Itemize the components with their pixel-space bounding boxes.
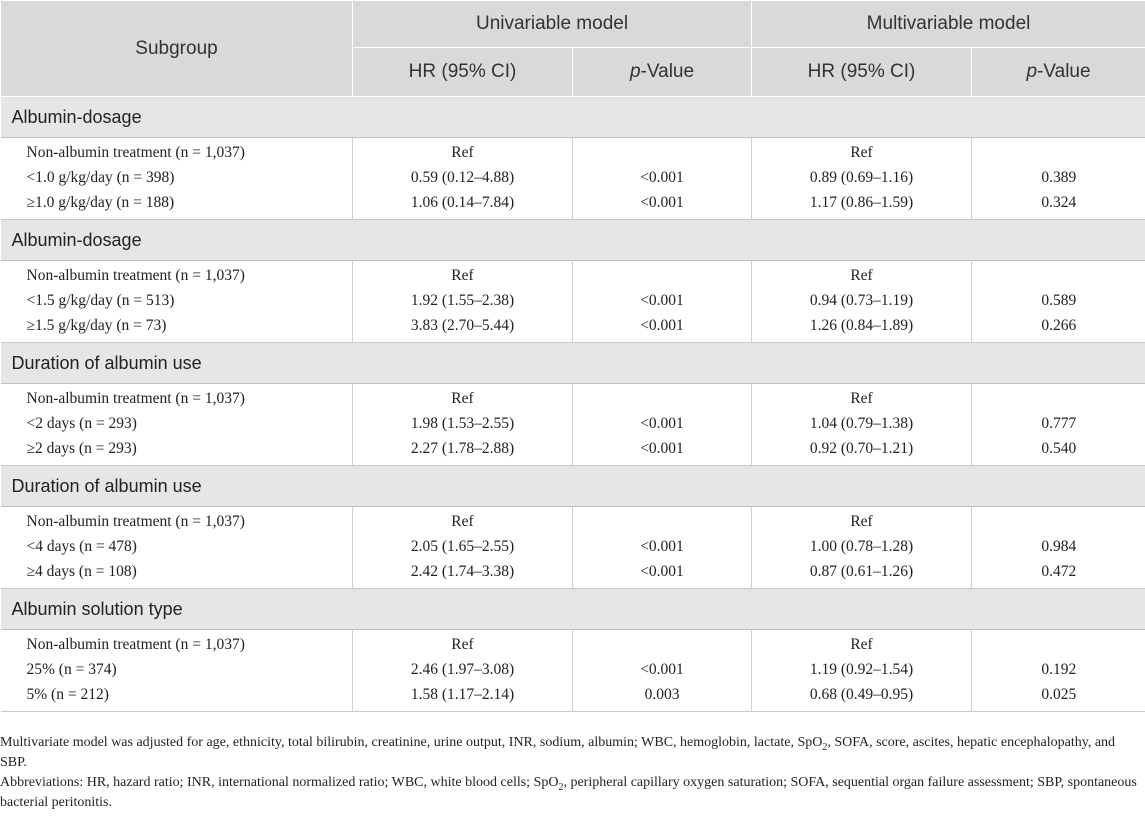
uni-hr-cell: 3.83 (2.70–5.44) (353, 313, 573, 343)
section-albumin-dosage-1 (1, 97, 1145, 138)
multi-hr-cell: 0.68 (0.49–0.95) (752, 682, 972, 712)
row-label: ≥4 days (n = 108) (1, 559, 353, 589)
table-row (1, 534, 1145, 559)
table-row (1, 559, 1145, 589)
p-italic: p (1026, 61, 1038, 82)
multi-hr-cell: 0.89 (0.69–1.16) (752, 165, 972, 190)
uni-hr-cell: Ref (353, 630, 573, 658)
multi-hr-cell: Ref (752, 138, 972, 166)
multi-p-cell: 0.984 (972, 534, 1145, 559)
section-duration-2 (1, 466, 1145, 507)
table-row (1, 288, 1145, 313)
footnote-text: , SOFA, score, ascites, hepatic encephalopathy, and SBP. (0, 735, 1116, 770)
uni-hr-cell: 1.06 (0.14–7.84) (353, 190, 573, 220)
footnote-text: Abbreviations: HR, hazard ratio; INR, international normalized ratio; WBC, white blood cells; SpO (0, 775, 559, 790)
multi-p-cell: 0.389 (972, 165, 1145, 190)
table-row (1, 411, 1145, 436)
footnote-adjustment (0, 733, 1140, 773)
row-label: 5% (n = 212) (1, 682, 353, 712)
row-label: Non-albumin treatment (n = 1,037) (1, 261, 353, 289)
subgroup-header: Subgroup (1, 1, 353, 97)
multi-p-cell (972, 261, 1145, 289)
multi-hr-cell: Ref (752, 630, 972, 658)
uni-p-cell: <0.001 (573, 190, 752, 220)
row-label: 25% (n = 374) (1, 657, 353, 682)
footnote-text: Multivariate model was adjusted for age, ethnicity, total bilirubin, creatinine, urine output, INR, sodium, albumin; WBC, hemoglobin, lactate, SpO (0, 735, 823, 750)
multi-hr-cell: Ref (752, 507, 972, 535)
footnote-text: , peripheral capillary oxygen saturation; SOFA, sequential organ failure assessment; SBP, spontaneous bacterial peritonitis. (0, 775, 1137, 810)
row-label: Non-albumin treatment (n = 1,037) (1, 507, 353, 535)
row-label: Non-albumin treatment (n = 1,037) (1, 384, 353, 412)
multi-hr-cell: 0.92 (0.70–1.21) (752, 436, 972, 466)
uni-p-cell: <0.001 (573, 436, 752, 466)
multi-p-cell: 0.266 (972, 313, 1145, 343)
row-label: <2 days (n = 293) (1, 411, 353, 436)
multi-hr-cell: 0.94 (0.73–1.19) (752, 288, 972, 313)
p-rest: -Value (640, 61, 695, 82)
p-rest: -Value (1037, 61, 1091, 82)
section-albumin-dosage-2 (1, 220, 1145, 261)
uni-hr-cell: Ref (353, 384, 573, 412)
table-row (1, 682, 1145, 712)
uni-hr-cell: 2.46 (1.97–3.08) (353, 657, 573, 682)
multi-hr-cell: 1.04 (0.79–1.38) (752, 411, 972, 436)
multi-hr-header: HR (95% CI) (752, 48, 972, 97)
uni-hr-cell: Ref (353, 261, 573, 289)
multi-p-cell (972, 630, 1145, 658)
multi-p-cell (972, 138, 1145, 166)
table-row (1, 630, 1145, 658)
table-row (1, 507, 1145, 535)
uni-p-cell: <0.001 (573, 534, 752, 559)
section-rows (1, 630, 1145, 712)
uni-p-cell: <0.001 (573, 288, 752, 313)
uni-p-cell: <0.001 (573, 313, 752, 343)
multi-hr-cell: 0.87 (0.61–1.26) (752, 559, 972, 589)
row-label: ≥1.5 g/kg/day (n = 73) (1, 313, 353, 343)
table-row (1, 165, 1145, 190)
uni-hr-header: HR (95% CI) (353, 48, 573, 97)
uni-p-cell (573, 261, 752, 289)
uni-p-cell: <0.001 (573, 559, 752, 589)
uni-p-cell: <0.001 (573, 165, 752, 190)
uni-p-cell: 0.003 (573, 682, 752, 712)
multi-hr-cell: 1.00 (0.78–1.28) (752, 534, 972, 559)
uni-p-cell: <0.001 (573, 411, 752, 436)
section-title: Duration of albumin use (1, 466, 1145, 507)
section-duration-1 (1, 343, 1145, 384)
section-rows (1, 138, 1145, 220)
table-row (1, 138, 1145, 166)
p-italic: p (629, 61, 641, 82)
uni-hr-cell: Ref (353, 138, 573, 166)
uni-hr-cell: 2.27 (1.78–2.88) (353, 436, 573, 466)
row-label: <1.5 g/kg/day (n = 513) (1, 288, 353, 313)
footnote-abbreviations (0, 773, 1140, 813)
multi-p-cell: 0.324 (972, 190, 1145, 220)
section-solution-type (1, 589, 1145, 630)
section-rows (1, 384, 1145, 466)
section-title: Albumin solution type (1, 589, 1145, 630)
uni-hr-cell: 1.92 (1.55–2.38) (353, 288, 573, 313)
multi-p-cell (972, 384, 1145, 412)
table-row (1, 313, 1145, 343)
multi-p-cell: 0.472 (972, 559, 1145, 589)
row-label: ≥1.0 g/kg/day (n = 188) (1, 190, 353, 220)
section-title: Albumin-dosage (1, 220, 1145, 261)
multi-hr-cell: 1.17 (0.86–1.59) (752, 190, 972, 220)
section-rows (1, 261, 1145, 343)
multi-p-cell: 0.777 (972, 411, 1145, 436)
table-header (1, 1, 1145, 97)
uni-hr-cell: 0.59 (0.12–4.88) (353, 165, 573, 190)
uni-hr-cell: 1.58 (1.17–2.14) (353, 682, 573, 712)
row-label: <4 days (n = 478) (1, 534, 353, 559)
multi-p-cell: 0.589 (972, 288, 1145, 313)
multi-p-header (972, 48, 1145, 97)
uni-hr-cell: Ref (353, 507, 573, 535)
multi-p-cell: 0.192 (972, 657, 1145, 682)
table-row (1, 657, 1145, 682)
multi-p-cell (972, 507, 1145, 535)
section-title: Duration of albumin use (1, 343, 1145, 384)
uni-hr-cell: 1.98 (1.53–2.55) (353, 411, 573, 436)
table-row (1, 436, 1145, 466)
uni-p-cell: <0.001 (573, 657, 752, 682)
uni-p-cell (573, 507, 752, 535)
multi-hr-cell: 1.19 (0.92–1.54) (752, 657, 972, 682)
row-label: ≥2 days (n = 293) (1, 436, 353, 466)
multi-hr-cell: Ref (752, 261, 972, 289)
row-label: Non-albumin treatment (n = 1,037) (1, 138, 353, 166)
multi-p-cell: 0.025 (972, 682, 1145, 712)
uni-p-header (573, 48, 752, 97)
subscript: 2 (558, 781, 564, 793)
uni-p-cell (573, 138, 752, 166)
uni-p-cell (573, 384, 752, 412)
multi-hr-cell: 1.26 (0.84–1.89) (752, 313, 972, 343)
multivariable-header: Multivariable model (752, 1, 1145, 48)
row-label: <1.0 g/kg/day (n = 398) (1, 165, 353, 190)
uni-hr-cell: 2.05 (1.65–2.55) (353, 534, 573, 559)
row-label: Non-albumin treatment (n = 1,037) (1, 630, 353, 658)
uni-hr-cell: 2.42 (1.74–3.38) (353, 559, 573, 589)
table-row (1, 261, 1145, 289)
uni-p-cell (573, 630, 752, 658)
table-row (1, 190, 1145, 220)
univariable-header: Univariable model (353, 1, 752, 48)
multi-p-cell: 0.540 (972, 436, 1145, 466)
section-title: Albumin-dosage (1, 97, 1145, 138)
subscript: 2 (822, 741, 828, 753)
table-footnotes (0, 733, 1140, 813)
table-row (1, 384, 1145, 412)
section-rows (1, 507, 1145, 589)
multi-hr-cell: Ref (752, 384, 972, 412)
